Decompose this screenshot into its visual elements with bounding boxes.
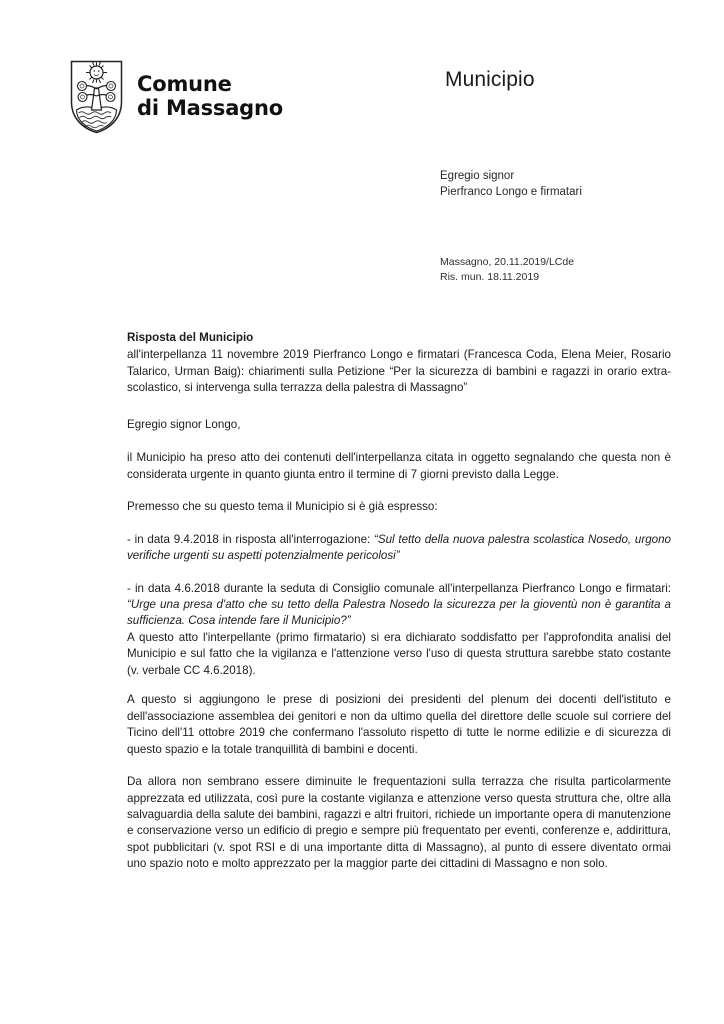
dateline-block xyxy=(440,255,574,285)
paragraph-5: A questo si aggiungono le prese di posizioni dei presidenti del plenum dei docenti dell'istituto e dell'associazione assemblea dei genitori e non da ultimo quella del direttore delle scuole sul corriere del Ticino dell'11 ottobre 2019 che confermano l'assoluto rispetto di tutte le norme edilizie e di sicurezza di questo spazio e la totale tranquillità di bambini e docenti. xyxy=(127,693,671,756)
paragraph-6: Da allora non sembrano essere diminuite le frequentazioni sulla terrazza che risulta particolarmente apprezzata ed utilizzata, così pure la costante vigilanza e attenzione verso questa struttura che, oltre alla salvaguardia della salute dei bambini, ragazzi e altri fruitori, richiede un importante opera di manutenzione e conservazione verso un edificio di pregio e sempre più frequentato per eventi, conferenze e, addirittura, spot pubblicitari (v. spot RSI e di una importante ditta di Massagno), al punto di essere diventato ormai uno spazio noto e molto apprezzato per la maggior parte dei cittadini di Massagno e non solo. xyxy=(127,775,671,871)
paragraph-4-tail: A questo atto l'interpellante (primo firmatario) si era dichiarato soddisfatto per l'approfondita analisi del Municipio e sul fatto che la vigilanza e l'attenzione verso l'uso di questa struttura sarebbe stato costante (v. verbale CC 4.6.2018). xyxy=(127,630,671,677)
municipality-logo xyxy=(70,60,283,134)
addressee-line-1: Egregio signor xyxy=(440,170,515,182)
paragraph-3-lead: - in data 9.4.2018 in risposta all'interrogazione: xyxy=(127,532,374,546)
letterhead xyxy=(70,60,670,150)
salutation: Egregio signor Longo, xyxy=(127,417,241,431)
dateline-resolution-ref: Ris. mun. 18.11.2019 xyxy=(440,271,540,284)
dateline-place-date: Massagno, 20.11.2019/LCde xyxy=(440,256,575,268)
paragraph-3 xyxy=(127,532,671,565)
department-title: Municipio xyxy=(445,68,535,91)
subject-block xyxy=(127,330,671,397)
paragraph-4-quote: “Urge una presa d'atto che su tetto della Palestra Nosedo la sicurezza per la gioventù non è garantita a sufficienza. Cosa intende fare il Municipio?” xyxy=(127,597,671,628)
addressee-line-2: Pierfranco Longo e firmatari xyxy=(440,186,582,199)
municipality-wordmark-line1: Comune xyxy=(137,72,232,97)
paragraph-3-quote: “Sul tetto della nuova palestra scolastica Nosedo, urgono verifiche urgenti su aspetti potenzialmente pericolosi” xyxy=(127,532,671,563)
paragraph-2: Premesso che su questo tema il Municipio si è già espresso: xyxy=(127,500,438,514)
massagno-coat-of-arms-icon xyxy=(70,60,123,134)
paragraph-4-lead: - in data 4.6.2018 durante la seduta di Consiglio comunale all'interpellanza Pierfranco Longo e firmatari: xyxy=(127,581,671,595)
paragraph-1: il Municipio ha preso atto dei contenuti dell'interpellanza citata in oggetto segnalando che questa non è considerata urgente in quanto giunta entro il termine di 7 giorni previsto dalla Legge. xyxy=(127,451,671,481)
addressee-block xyxy=(440,168,582,201)
municipality-wordmark-line2: di Massagno xyxy=(137,96,283,120)
municipality-wordmark xyxy=(137,73,283,121)
subject-label: Risposta del Municipio xyxy=(127,331,254,344)
letter-body xyxy=(127,330,671,873)
subject-text: all'interpellanza 11 novembre 2019 Pierfranco Longo e firmatari (Francesca Coda, Elena Meier, Rosario Talarico, Urman Baig): chiarimenti sulla Petizione “Per la sicurezza di bambini e ragazzi in orario extra-scolastico, si intervenga sulla terrazza della palestra di Massagno” xyxy=(127,348,671,395)
paragraph-4 xyxy=(127,581,671,680)
